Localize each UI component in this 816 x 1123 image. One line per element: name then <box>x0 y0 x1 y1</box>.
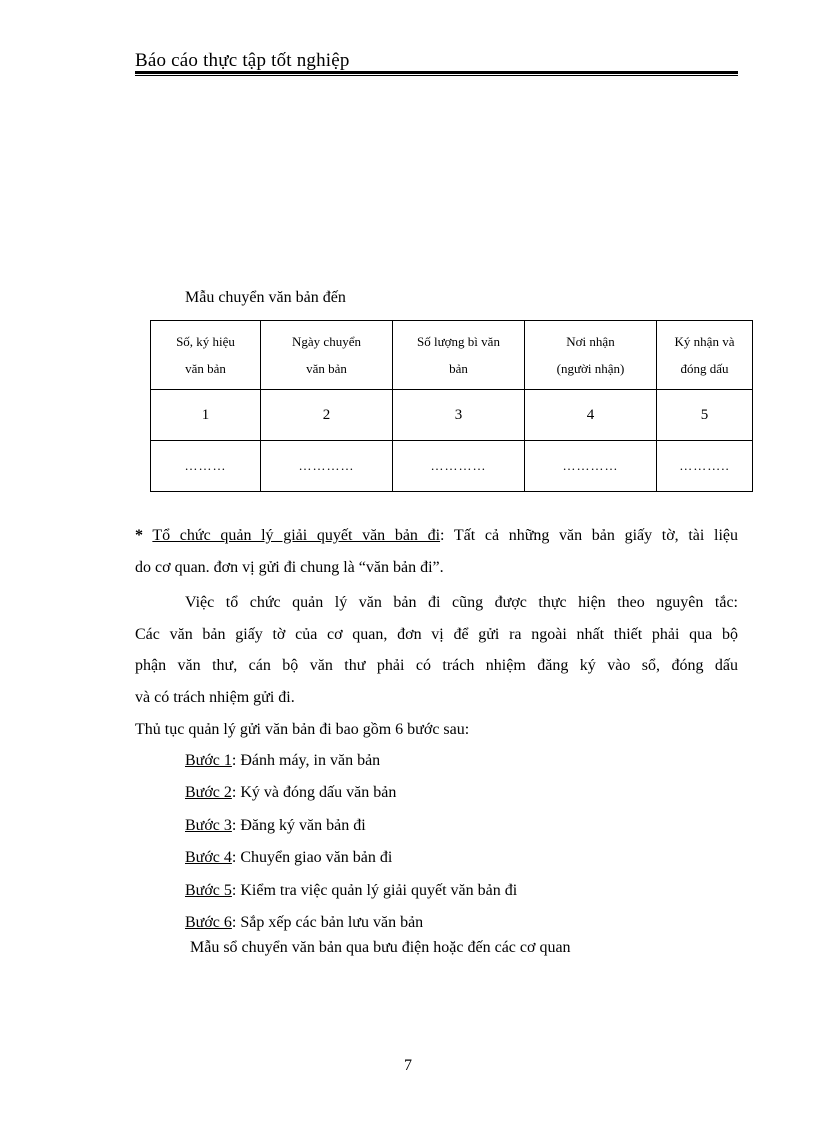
step-item <box>185 842 517 874</box>
definition-line <box>135 520 738 552</box>
paragraph-line <box>135 587 738 619</box>
header-line: bản <box>449 361 468 376</box>
step-label: Bước 4 <box>185 849 232 867</box>
table-header-cell <box>151 321 261 390</box>
outgoing-documents-definition <box>135 520 738 583</box>
step-text: : Kiểm tra việc quản lý giải quyết văn bản đi <box>231 881 518 899</box>
paragraph-text: Việc tổ chức quản lý văn bản đi cũng được thực hiện theo nguyên tắc: <box>185 594 738 611</box>
step-item <box>185 810 517 842</box>
principle-paragraph <box>135 587 738 713</box>
table-caption: Mẫu chuyển văn bản đến <box>185 289 346 306</box>
step-text: : Chuyển giao văn bản đi <box>231 849 393 867</box>
table-cell: 1 <box>151 390 261 441</box>
table-row <box>151 441 753 492</box>
step-text: : Sắp xếp các bản lưu văn bản <box>231 914 424 932</box>
step-label: Bước 2 <box>185 784 232 802</box>
table-cell: ……… <box>151 441 261 492</box>
header-divider-thin <box>135 75 738 76</box>
page-header-title: Báo cáo thực tập tốt nghiệp <box>135 50 350 71</box>
section-colon: : <box>440 527 445 544</box>
table-cell: ………… <box>393 441 525 492</box>
step-item <box>185 907 517 939</box>
bullet-star: * <box>135 527 143 544</box>
table-header-cell <box>393 321 525 390</box>
header-divider-thick <box>135 71 738 74</box>
table-header-cell <box>261 321 393 390</box>
header-line: Số, ký hiệu <box>176 334 235 349</box>
header-line: văn bản <box>185 361 226 376</box>
step-label: Bước 3 <box>185 816 232 834</box>
header-line: Ngày chuyển <box>292 334 361 349</box>
table-cell: 4 <box>525 390 657 441</box>
table-cell: ………… <box>525 441 657 492</box>
procedure-intro: Thủ tục quản lý gửi văn bản đi bao gồm 6 bước sau: <box>135 721 470 738</box>
step-label: Bước 6 <box>185 914 232 932</box>
page-number: 7 <box>404 1057 412 1074</box>
table-header-cell <box>657 321 753 390</box>
header-line: Nơi nhận <box>566 334 615 349</box>
table-cell: 3 <box>393 390 525 441</box>
header-line: Ký nhận và <box>674 334 735 349</box>
paragraph-line: Các văn bản giấy tờ của cơ quan, đơn vị để gửi ra ngoài nhất thiết phải qua bộ <box>135 625 738 643</box>
document-transfer-table <box>150 320 753 492</box>
steps-list <box>185 745 517 939</box>
step-label: Bước 5 <box>185 881 232 899</box>
table-cell: ………… <box>261 441 393 492</box>
step-item <box>185 875 517 907</box>
step-item <box>185 745 517 777</box>
header-line: đóng dấu <box>680 361 729 376</box>
table-cell: 5 <box>657 390 753 441</box>
step-text: : Đánh máy, in văn bản <box>231 752 381 769</box>
definition-line: do cơ quan. đơn vị gửi đi chung là “văn bản đi”. <box>135 558 444 576</box>
header-line: (người nhận) <box>556 361 625 376</box>
step-label: Bước 1 <box>185 752 232 769</box>
paragraph-line: và có trách nhiệm gửi đi. <box>135 688 295 706</box>
header-line: văn bản <box>306 361 347 376</box>
definition-text: Tất cả những văn bản giấy tờ, tài liệu <box>444 527 738 544</box>
table-header-row <box>151 321 753 390</box>
header-line: Số lượng bì văn <box>417 334 500 349</box>
table-cell: ……….. <box>657 441 753 492</box>
step-text: : Đăng ký văn bản đi <box>231 816 366 834</box>
table-header-cell <box>525 321 657 390</box>
step-text: : Ký và đóng dấu văn bản <box>231 784 397 802</box>
step-item <box>185 777 517 809</box>
table-row <box>151 390 753 441</box>
section-label: Tổ chức quản lý giải quyết văn bản đi <box>152 527 441 544</box>
closing-line: Mẫu sổ chuyển văn bản qua bưu điện hoặc đến các cơ quan <box>190 939 571 956</box>
paragraph-line: phận văn thư, cán bộ văn thư phải có trách nhiệm đăng ký vào sổ, đóng dấu <box>135 657 738 674</box>
table-cell: 2 <box>261 390 393 441</box>
